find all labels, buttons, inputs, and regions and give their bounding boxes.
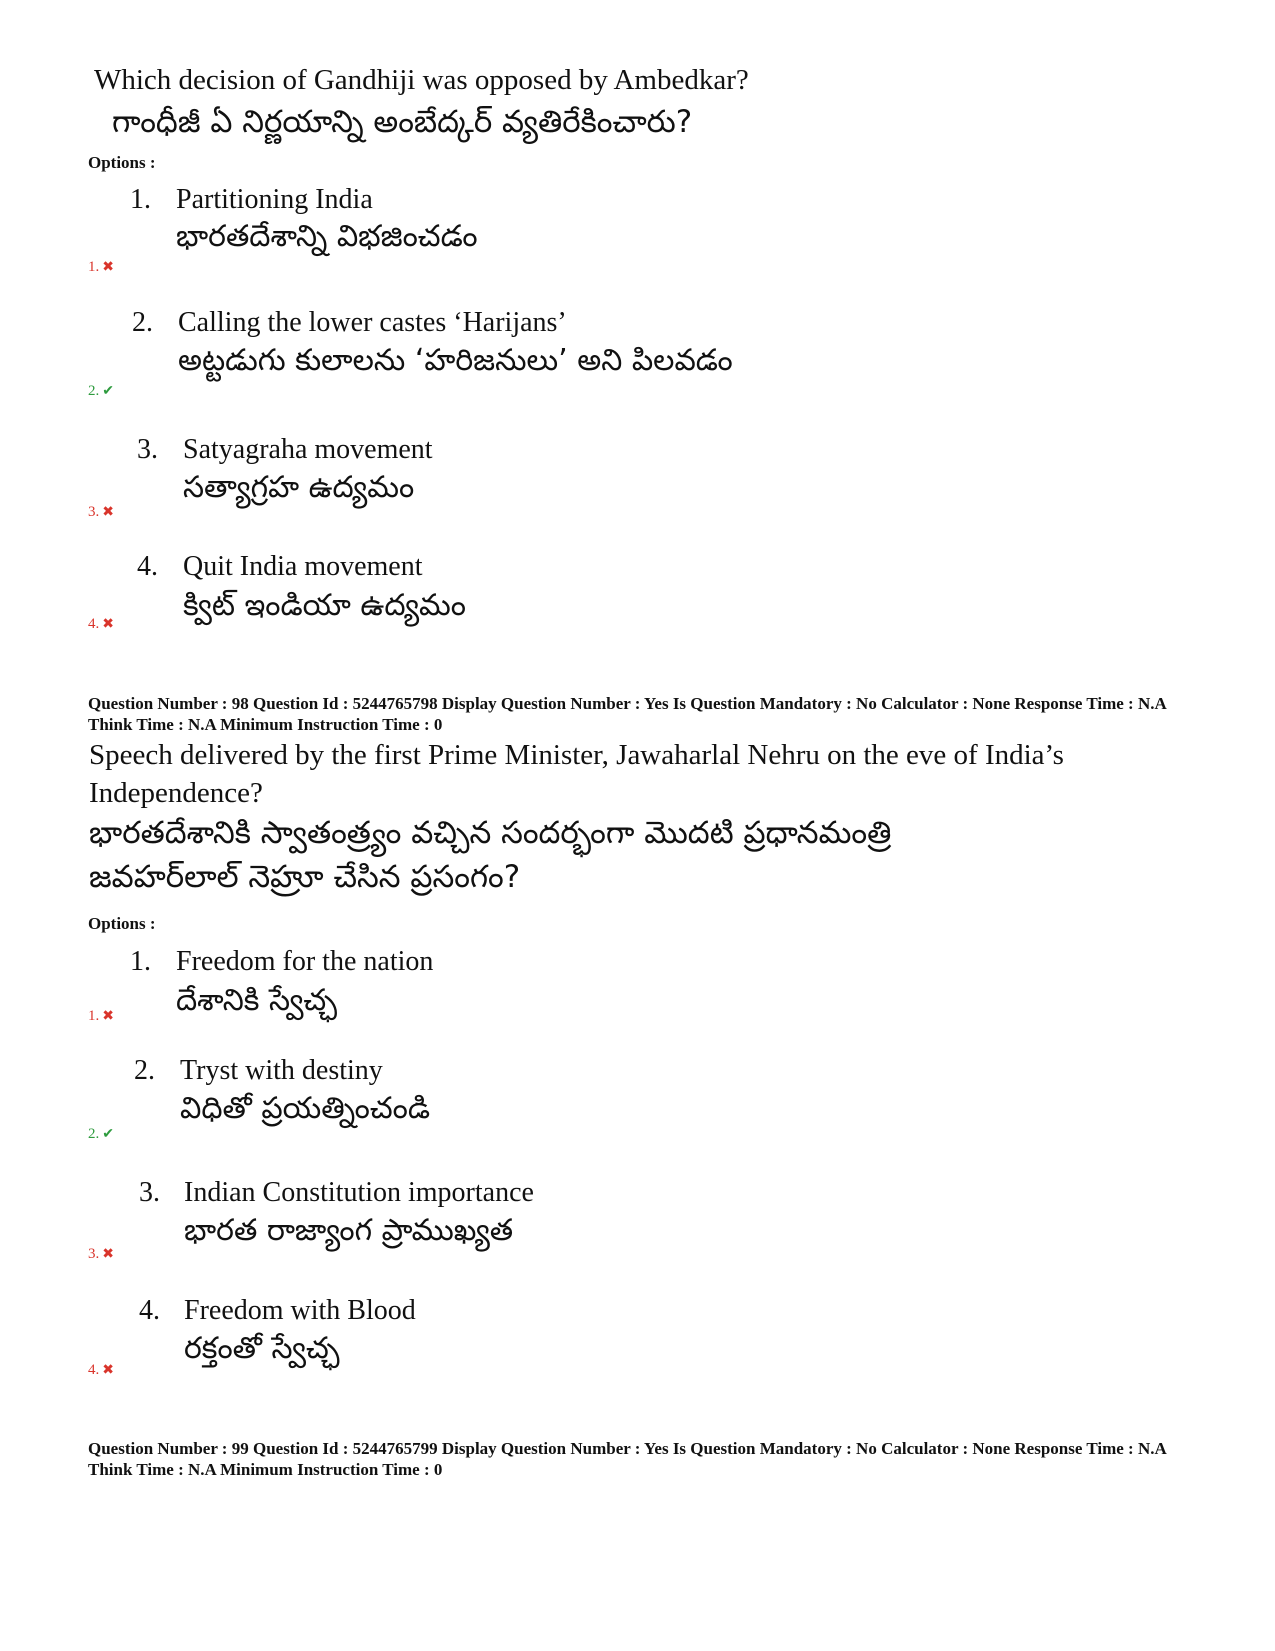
question-text-en: Speech delivered by the first Prime Minister, Jawaharlal Nehru on the eve of India’s <box>89 739 1064 771</box>
option-number: 2. <box>134 1055 155 1086</box>
option-text-en: Quit India movement <box>183 551 423 582</box>
option-number: 2. <box>132 307 153 338</box>
option-number: 3. <box>139 1177 160 1208</box>
option-marker-correct: 2. ✔ <box>88 1126 114 1142</box>
option-text-en: Tryst with destiny <box>180 1055 383 1086</box>
option-text-en: Satyagraha movement <box>183 434 433 465</box>
option-marker-wrong: 3. ✖ <box>88 1246 114 1262</box>
option-text-en: Calling the lower castes ‘Harijans’ <box>178 307 567 338</box>
option-text-en: Freedom for the nation <box>176 946 434 977</box>
option-number: 1. <box>130 184 151 215</box>
cross-icon: ✖ <box>102 1247 114 1262</box>
option-marker-wrong: 4. ✖ <box>88 1362 114 1378</box>
options-label: Options : <box>88 153 156 172</box>
option-text-en: Indian Constitution importance <box>184 1177 534 1208</box>
question-text-te: గాంధీజీ ఏ నిర్ణయాన్ని అంబేద్కర్ వ్యతిరేకించారు? <box>112 104 693 140</box>
cross-icon: ✖ <box>102 1009 114 1024</box>
option-marker-wrong: 3. ✖ <box>88 504 114 520</box>
question-text-te: భారతదేశానికి స్వాతంత్ర్యం వచ్చిన సందర్భంగా మొదటి ప్రధానమంత్రి <box>89 815 892 851</box>
option-number: 3. <box>137 434 158 465</box>
option-text-te: భారత రాజ్యాంగ ప్రాముఖ్యత <box>184 1213 514 1248</box>
option-text-en: Freedom with Blood <box>184 1295 416 1326</box>
question-text-en: Which decision of Gandhiji was opposed by Ambedkar? <box>94 64 749 96</box>
option-text-te: దేశానికి స్వేచ్ఛ <box>176 983 338 1018</box>
option-text-te: రక్తంతో స్వేచ్ఛ <box>184 1331 340 1366</box>
option-text-te: సత్యాగ్రహ ఉద్యమం <box>183 470 415 505</box>
question-text-te: జవహర్‌లాల్ నెహ్రూ చేసిన ప్రసంగం? <box>89 859 521 895</box>
option-text-en: Partitioning India <box>176 184 373 215</box>
option-number: 1. <box>130 946 151 977</box>
option-marker-wrong: 1. ✖ <box>88 1008 114 1024</box>
option-text-te: క్విట్ ఇండియా ఉద్యమం <box>183 588 467 623</box>
cross-icon: ✖ <box>102 260 114 275</box>
cross-icon: ✖ <box>102 1363 114 1378</box>
option-text-te: భారతదేశాన్ని విభజించడం <box>176 219 478 254</box>
option-marker-wrong: 1. ✖ <box>88 259 114 275</box>
option-number: 4. <box>139 1295 160 1326</box>
option-marker-correct: 2. ✔ <box>88 383 114 399</box>
check-icon: ✔ <box>102 1127 114 1142</box>
question-meta: Question Number : 99 Question Id : 5244765799 Display Question Number : Yes Is Question Mandatory : No Calculator : None Response Time : N.A Think Time : N.A Minimum Instruction Time : 0 <box>88 1439 1166 1479</box>
question-meta: Question Number : 98 Question Id : 5244765798 Display Question Number : Yes Is Question Mandatory : No Calculator : None Response Time : N.A Think Time : N.A Minimum Instruction Time : 0 <box>88 694 1166 734</box>
option-marker-wrong: 4. ✖ <box>88 616 114 632</box>
options-label: Options : <box>88 914 156 933</box>
option-text-te: అట్టడుగు కులాలను ‘హరిజనులు’ అని పిలవడం <box>178 343 733 378</box>
cross-icon: ✖ <box>102 505 114 520</box>
option-number: 4. <box>137 551 158 582</box>
question-text-en: Independence? <box>89 777 263 809</box>
check-icon: ✔ <box>102 384 114 399</box>
option-text-te: విధితో ప్రయత్నించండి <box>180 1091 431 1126</box>
cross-icon: ✖ <box>102 617 114 632</box>
